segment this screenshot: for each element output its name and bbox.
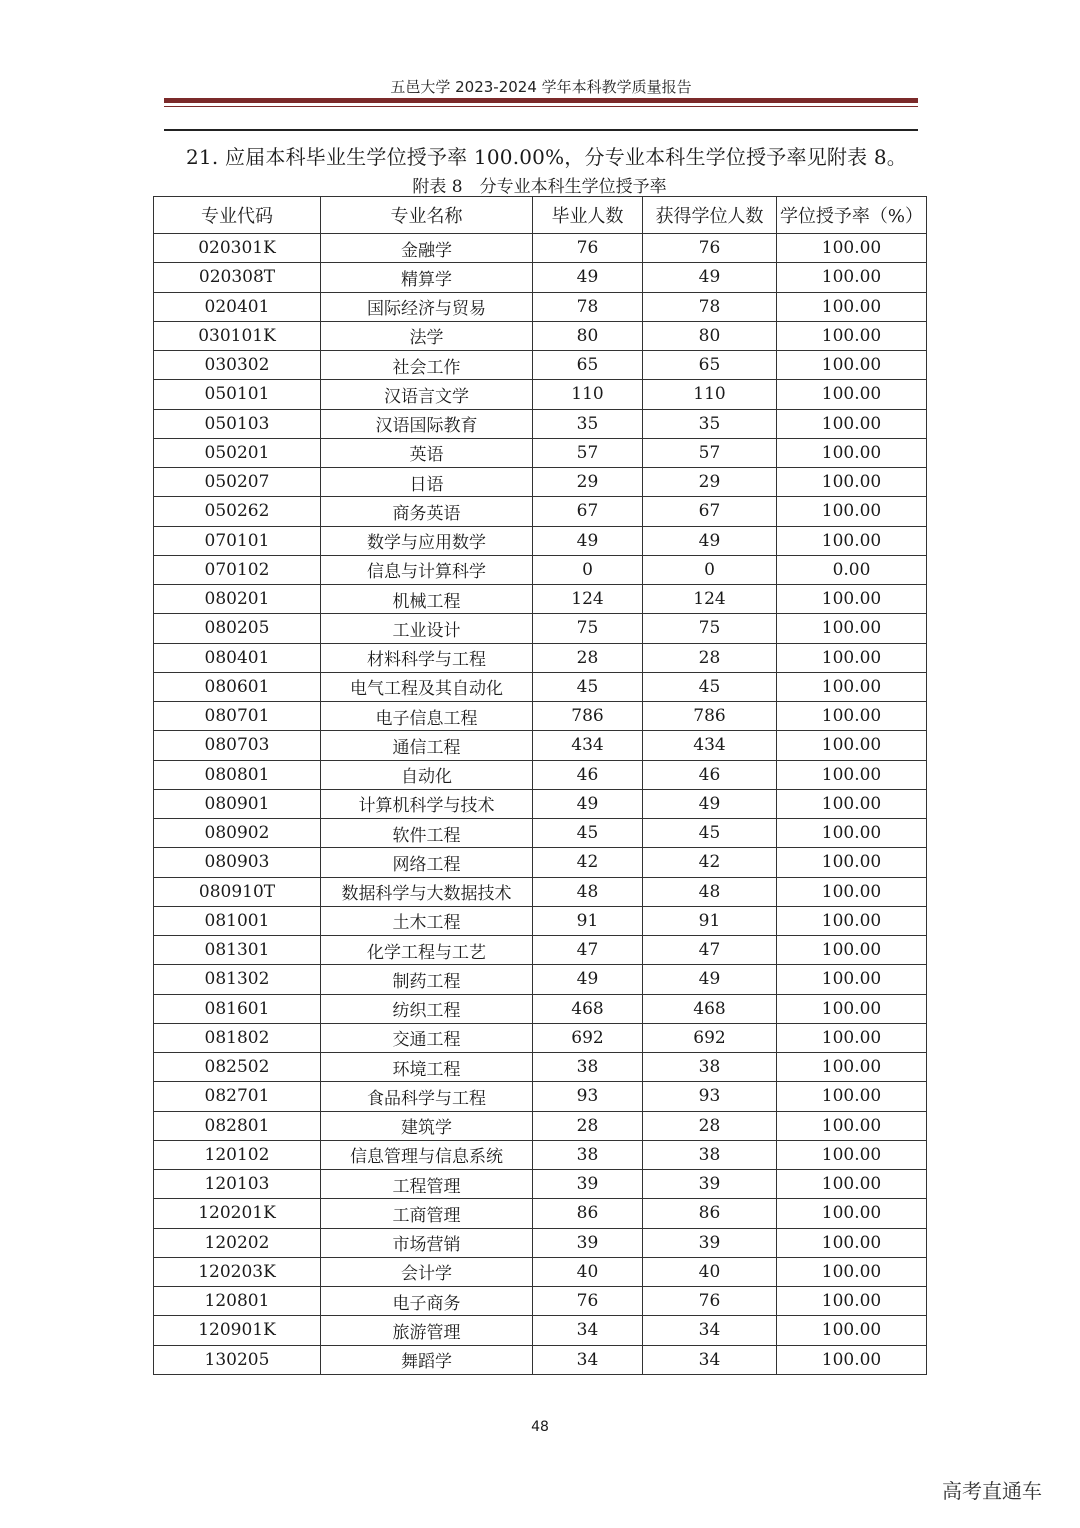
table-row xyxy=(154,906,927,935)
degree-rate-table xyxy=(153,196,927,1375)
cell-degree-recipients: 124 xyxy=(643,585,777,614)
cell-major-name: 汉语言文学 xyxy=(321,380,533,409)
table-row xyxy=(154,1228,927,1257)
table-row xyxy=(154,672,927,701)
cell-major-name: 软件工程 xyxy=(321,819,533,848)
cell-degree-rate: 100.00 xyxy=(777,819,927,848)
cell-graduates: 48 xyxy=(533,877,643,906)
cell-degree-recipients: 28 xyxy=(643,1111,777,1140)
cell-major-name: 计算机科学与技术 xyxy=(321,789,533,818)
cell-graduates: 76 xyxy=(533,1287,643,1316)
cell-degree-recipients: 47 xyxy=(643,936,777,965)
cell-degree-rate: 100.00 xyxy=(777,1316,927,1345)
table-row xyxy=(154,1082,927,1111)
cell-degree-recipients: 65 xyxy=(643,351,777,380)
cell-major-code: 070101 xyxy=(154,526,321,555)
cell-major-code: 080903 xyxy=(154,848,321,877)
cell-major-code: 080205 xyxy=(154,614,321,643)
cell-major-code: 020308T xyxy=(154,263,321,292)
cell-major-code: 030302 xyxy=(154,351,321,380)
cell-major-code: 030101K xyxy=(154,321,321,350)
cell-major-code: 050207 xyxy=(154,468,321,497)
cell-major-code: 081301 xyxy=(154,936,321,965)
table-row xyxy=(154,1199,927,1228)
cell-degree-recipients: 78 xyxy=(643,292,777,321)
cell-degree-rate: 100.00 xyxy=(777,1023,927,1052)
cell-major-code: 080201 xyxy=(154,585,321,614)
cell-major-code: 130205 xyxy=(154,1345,321,1374)
cell-degree-recipients: 45 xyxy=(643,819,777,848)
table-row xyxy=(154,789,927,818)
cell-major-code: 080901 xyxy=(154,789,321,818)
cell-graduates: 692 xyxy=(533,1023,643,1052)
cell-major-name: 机械工程 xyxy=(321,585,533,614)
cell-major-name: 国际经济与贸易 xyxy=(321,292,533,321)
cell-major-name: 数学与应用数学 xyxy=(321,526,533,555)
cell-degree-rate: 100.00 xyxy=(777,731,927,760)
cell-major-name: 环境工程 xyxy=(321,1053,533,1082)
table-row xyxy=(154,702,927,731)
cell-degree-rate: 100.00 xyxy=(777,263,927,292)
cell-degree-recipients: 75 xyxy=(643,614,777,643)
cell-major-code: 082701 xyxy=(154,1082,321,1111)
cell-major-name: 市场营销 xyxy=(321,1228,533,1257)
cell-major-code: 050262 xyxy=(154,497,321,526)
table-row xyxy=(154,555,927,584)
cell-graduates: 28 xyxy=(533,643,643,672)
cell-major-code: 081302 xyxy=(154,965,321,994)
cell-major-name: 汉语国际教育 xyxy=(321,409,533,438)
cell-graduates: 67 xyxy=(533,497,643,526)
table-row xyxy=(154,848,927,877)
cell-major-name: 商务英语 xyxy=(321,497,533,526)
cell-major-code: 080902 xyxy=(154,819,321,848)
cell-major-name: 网络工程 xyxy=(321,848,533,877)
cell-major-code: 081001 xyxy=(154,906,321,935)
cell-degree-rate: 100.00 xyxy=(777,672,927,701)
cell-degree-rate: 100.00 xyxy=(777,965,927,994)
table-row xyxy=(154,614,927,643)
table-header-row xyxy=(154,197,927,234)
table-row xyxy=(154,994,927,1023)
cell-graduates: 75 xyxy=(533,614,643,643)
column-header-major-name: 专业名称 xyxy=(321,197,533,234)
cell-degree-recipients: 76 xyxy=(643,1287,777,1316)
cell-graduates: 46 xyxy=(533,760,643,789)
cell-major-name: 英语 xyxy=(321,438,533,467)
table-row xyxy=(154,1257,927,1286)
cell-graduates: 29 xyxy=(533,468,643,497)
cell-degree-recipients: 49 xyxy=(643,263,777,292)
cell-degree-recipients: 49 xyxy=(643,965,777,994)
cell-graduates: 35 xyxy=(533,409,643,438)
table-row xyxy=(154,643,927,672)
cell-degree-rate: 100.00 xyxy=(777,321,927,350)
table-row xyxy=(154,936,927,965)
cell-major-name: 土木工程 xyxy=(321,906,533,935)
table-row xyxy=(154,234,927,263)
cell-degree-rate: 100.00 xyxy=(777,1345,927,1374)
cell-degree-rate: 100.00 xyxy=(777,1082,927,1111)
cell-major-name: 电气工程及其自动化 xyxy=(321,672,533,701)
cell-degree-recipients: 49 xyxy=(643,789,777,818)
cell-graduates: 45 xyxy=(533,819,643,848)
header-title: 五邑大学 2023-2024 学年本科教学质量报告 xyxy=(390,78,692,96)
table-row xyxy=(154,877,927,906)
cell-major-name: 工程管理 xyxy=(321,1170,533,1199)
cell-major-code: 082801 xyxy=(154,1111,321,1140)
table-row xyxy=(154,263,927,292)
cell-major-name: 日语 xyxy=(321,468,533,497)
cell-graduates: 38 xyxy=(533,1053,643,1082)
cell-graduates: 93 xyxy=(533,1082,643,1111)
watermark-text: 高考直通车 xyxy=(942,1479,1042,1503)
table-row xyxy=(154,468,927,497)
cell-major-name: 材料科学与工程 xyxy=(321,643,533,672)
cell-degree-rate: 100.00 xyxy=(777,585,927,614)
cell-graduates: 34 xyxy=(533,1316,643,1345)
cell-graduates: 42 xyxy=(533,848,643,877)
cell-major-name: 通信工程 xyxy=(321,731,533,760)
cell-major-name: 交通工程 xyxy=(321,1023,533,1052)
cell-major-code: 020401 xyxy=(154,292,321,321)
cell-major-name: 信息管理与信息系统 xyxy=(321,1140,533,1169)
cell-degree-rate: 100.00 xyxy=(777,848,927,877)
cell-degree-recipients: 48 xyxy=(643,877,777,906)
cell-graduates: 47 xyxy=(533,936,643,965)
cell-major-name: 纺织工程 xyxy=(321,994,533,1023)
cell-graduates: 86 xyxy=(533,1199,643,1228)
table-row xyxy=(154,497,927,526)
cell-degree-recipients: 38 xyxy=(643,1053,777,1082)
cell-major-name: 工业设计 xyxy=(321,614,533,643)
column-header-degree-recipients: 获得学位人数 xyxy=(643,197,777,234)
table-row xyxy=(154,1053,927,1082)
cell-degree-rate: 100.00 xyxy=(777,877,927,906)
table-row xyxy=(154,585,927,614)
cell-degree-recipients: 67 xyxy=(643,497,777,526)
cell-degree-recipients: 49 xyxy=(643,526,777,555)
cell-degree-rate: 100.00 xyxy=(777,760,927,789)
cell-major-code: 120201K xyxy=(154,1199,321,1228)
cell-major-code: 080801 xyxy=(154,760,321,789)
cell-graduates: 49 xyxy=(533,789,643,818)
cell-graduates: 65 xyxy=(533,351,643,380)
cell-major-name: 舞蹈学 xyxy=(321,1345,533,1374)
cell-degree-rate: 100.00 xyxy=(777,234,927,263)
cell-degree-rate: 100.00 xyxy=(777,1228,927,1257)
cell-graduates: 0 xyxy=(533,555,643,584)
cell-degree-recipients: 40 xyxy=(643,1257,777,1286)
cell-degree-rate: 100.00 xyxy=(777,438,927,467)
cell-degree-recipients: 0 xyxy=(643,555,777,584)
cell-major-name: 电子商务 xyxy=(321,1287,533,1316)
cell-major-name: 建筑学 xyxy=(321,1111,533,1140)
intro-paragraph: 21. 应届本科毕业生学位授予率 100.00%，分专业本科生学位授予率见附表 8。 xyxy=(186,145,907,169)
cell-degree-recipients: 42 xyxy=(643,848,777,877)
cell-degree-recipients: 692 xyxy=(643,1023,777,1052)
cell-degree-recipients: 39 xyxy=(643,1228,777,1257)
cell-major-name: 精算学 xyxy=(321,263,533,292)
cell-graduates: 49 xyxy=(533,526,643,555)
cell-graduates: 39 xyxy=(533,1170,643,1199)
cell-major-name: 化学工程与工艺 xyxy=(321,936,533,965)
cell-degree-rate: 100.00 xyxy=(777,1199,927,1228)
cell-degree-recipients: 46 xyxy=(643,760,777,789)
cell-degree-recipients: 786 xyxy=(643,702,777,731)
table-row xyxy=(154,1287,927,1316)
cell-major-code: 070102 xyxy=(154,555,321,584)
cell-major-code: 050201 xyxy=(154,438,321,467)
table-row xyxy=(154,1140,927,1169)
table-row xyxy=(154,380,927,409)
cell-degree-rate: 100.00 xyxy=(777,351,927,380)
cell-major-code: 080910T xyxy=(154,877,321,906)
cell-major-name: 制药工程 xyxy=(321,965,533,994)
cell-degree-recipients: 38 xyxy=(643,1140,777,1169)
cell-degree-rate: 100.00 xyxy=(777,292,927,321)
cell-degree-recipients: 34 xyxy=(643,1316,777,1345)
table-row xyxy=(154,760,927,789)
top-rule xyxy=(164,129,918,131)
cell-major-code: 120203K xyxy=(154,1257,321,1286)
cell-degree-recipients: 35 xyxy=(643,409,777,438)
cell-major-code: 081802 xyxy=(154,1023,321,1052)
cell-major-name: 自动化 xyxy=(321,760,533,789)
cell-degree-recipients: 434 xyxy=(643,731,777,760)
cell-degree-rate: 100.00 xyxy=(777,936,927,965)
table-row xyxy=(154,1023,927,1052)
cell-degree-rate: 100.00 xyxy=(777,643,927,672)
cell-degree-rate: 100.00 xyxy=(777,468,927,497)
cell-major-name: 社会工作 xyxy=(321,351,533,380)
cell-graduates: 468 xyxy=(533,994,643,1023)
cell-degree-rate: 100.00 xyxy=(777,409,927,438)
cell-graduates: 49 xyxy=(533,263,643,292)
cell-major-code: 080401 xyxy=(154,643,321,672)
table-row xyxy=(154,526,927,555)
header-rule-thin xyxy=(164,106,918,107)
page-number: 48 xyxy=(531,1419,549,1435)
table-row xyxy=(154,351,927,380)
cell-major-name: 电子信息工程 xyxy=(321,702,533,731)
table-row xyxy=(154,731,927,760)
cell-degree-rate: 100.00 xyxy=(777,702,927,731)
cell-major-name: 会计学 xyxy=(321,1257,533,1286)
cell-degree-recipients: 28 xyxy=(643,643,777,672)
header-rule-thick xyxy=(164,98,918,103)
cell-graduates: 124 xyxy=(533,585,643,614)
cell-degree-recipients: 110 xyxy=(643,380,777,409)
cell-graduates: 78 xyxy=(533,292,643,321)
cell-major-code: 120103 xyxy=(154,1170,321,1199)
table-row xyxy=(154,819,927,848)
cell-degree-recipients: 57 xyxy=(643,438,777,467)
cell-degree-rate: 100.00 xyxy=(777,1140,927,1169)
cell-major-name: 信息与计算科学 xyxy=(321,555,533,584)
table-row xyxy=(154,1345,927,1374)
cell-graduates: 38 xyxy=(533,1140,643,1169)
cell-degree-rate: 0.00 xyxy=(777,555,927,584)
table-row xyxy=(154,965,927,994)
table-caption: 附表 8 分专业本科生学位授予率 xyxy=(412,177,667,197)
cell-graduates: 76 xyxy=(533,234,643,263)
cell-major-name: 工商管理 xyxy=(321,1199,533,1228)
cell-graduates: 434 xyxy=(533,731,643,760)
cell-graduates: 45 xyxy=(533,672,643,701)
cell-major-code: 120202 xyxy=(154,1228,321,1257)
cell-degree-rate: 100.00 xyxy=(777,994,927,1023)
cell-graduates: 57 xyxy=(533,438,643,467)
table-row xyxy=(154,438,927,467)
cell-degree-rate: 100.00 xyxy=(777,1111,927,1140)
cell-major-code: 120102 xyxy=(154,1140,321,1169)
table-body xyxy=(154,234,927,1375)
cell-major-code: 082502 xyxy=(154,1053,321,1082)
cell-graduates: 34 xyxy=(533,1345,643,1374)
cell-graduates: 80 xyxy=(533,321,643,350)
cell-degree-rate: 100.00 xyxy=(777,1287,927,1316)
cell-degree-rate: 100.00 xyxy=(777,1257,927,1286)
cell-degree-recipients: 468 xyxy=(643,994,777,1023)
cell-major-code: 080601 xyxy=(154,672,321,701)
cell-degree-rate: 100.00 xyxy=(777,1053,927,1082)
cell-major-code: 120801 xyxy=(154,1287,321,1316)
cell-degree-recipients: 39 xyxy=(643,1170,777,1199)
cell-major-name: 旅游管理 xyxy=(321,1316,533,1345)
cell-graduates: 786 xyxy=(533,702,643,731)
cell-degree-recipients: 29 xyxy=(643,468,777,497)
table-row xyxy=(154,1316,927,1345)
cell-graduates: 91 xyxy=(533,906,643,935)
cell-degree-recipients: 45 xyxy=(643,672,777,701)
cell-graduates: 110 xyxy=(533,380,643,409)
cell-degree-rate: 100.00 xyxy=(777,497,927,526)
table-row xyxy=(154,409,927,438)
cell-major-code: 120901K xyxy=(154,1316,321,1345)
cell-degree-recipients: 86 xyxy=(643,1199,777,1228)
cell-degree-recipients: 91 xyxy=(643,906,777,935)
cell-degree-recipients: 76 xyxy=(643,234,777,263)
cell-degree-recipients: 34 xyxy=(643,1345,777,1374)
cell-major-code: 080703 xyxy=(154,731,321,760)
column-header-degree-rate: 学位授予率（%） xyxy=(777,197,927,234)
table-row xyxy=(154,1111,927,1140)
cell-graduates: 49 xyxy=(533,965,643,994)
cell-degree-rate: 100.00 xyxy=(777,789,927,818)
cell-major-code: 020301K xyxy=(154,234,321,263)
column-header-graduates: 毕业人数 xyxy=(533,197,643,234)
cell-major-code: 080701 xyxy=(154,702,321,731)
cell-major-name: 金融学 xyxy=(321,234,533,263)
cell-graduates: 39 xyxy=(533,1228,643,1257)
column-header-major-code: 专业代码 xyxy=(154,197,321,234)
cell-major-code: 050103 xyxy=(154,409,321,438)
table-row xyxy=(154,1170,927,1199)
cell-degree-recipients: 93 xyxy=(643,1082,777,1111)
cell-major-name: 数据科学与大数据技术 xyxy=(321,877,533,906)
table-row xyxy=(154,292,927,321)
cell-major-name: 法学 xyxy=(321,321,533,350)
cell-graduates: 28 xyxy=(533,1111,643,1140)
cell-degree-rate: 100.00 xyxy=(777,1170,927,1199)
cell-degree-rate: 100.00 xyxy=(777,906,927,935)
cell-graduates: 40 xyxy=(533,1257,643,1286)
cell-degree-rate: 100.00 xyxy=(777,380,927,409)
cell-major-code: 081601 xyxy=(154,994,321,1023)
table-row xyxy=(154,321,927,350)
cell-major-code: 050101 xyxy=(154,380,321,409)
cell-degree-recipients: 80 xyxy=(643,321,777,350)
cell-degree-rate: 100.00 xyxy=(777,526,927,555)
cell-major-name: 食品科学与工程 xyxy=(321,1082,533,1111)
cell-degree-rate: 100.00 xyxy=(777,614,927,643)
